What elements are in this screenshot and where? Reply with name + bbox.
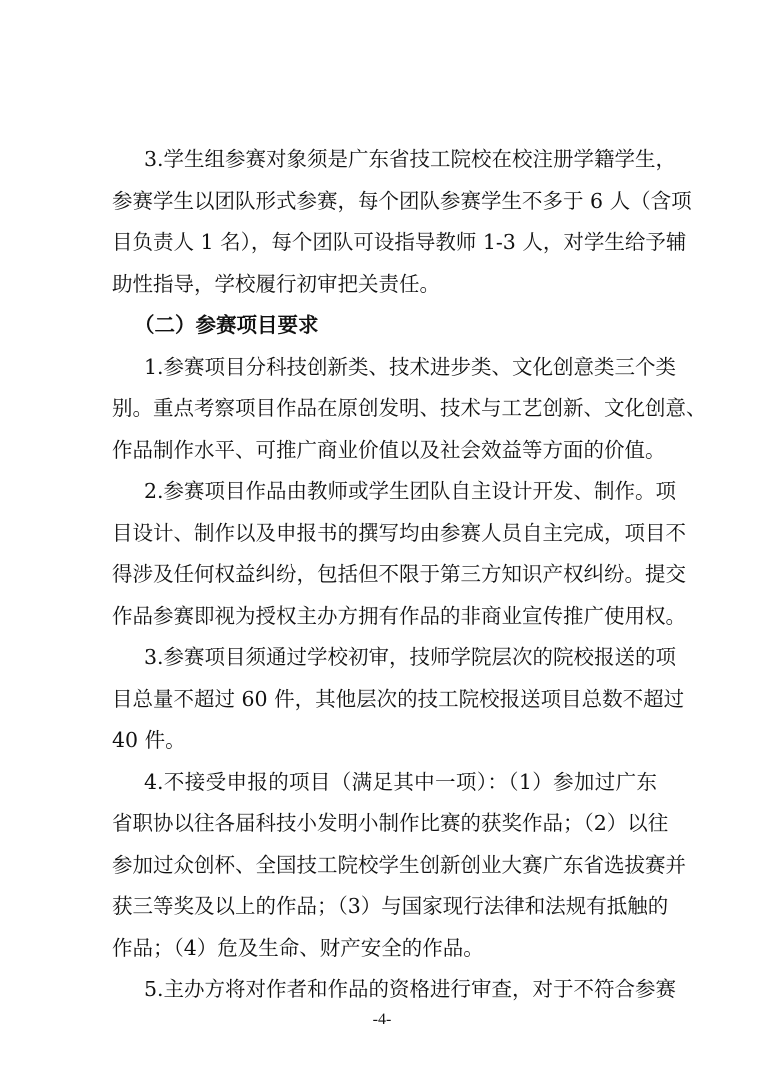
requirement-3-line-2: 目总量不超过 60 件，其他层次的技工院校报送项目总数不超过 xyxy=(112,687,685,711)
requirement-1-line-2: 别。重点考察项目作品在原创发明、技术与工艺创新、文化创意、 xyxy=(112,396,707,420)
requirement-4-line-3: 参加过众创杯、全国技工院校学生创新创业大赛广东省选拔赛并 xyxy=(112,853,686,877)
paragraph-student-line-3: 目负责人 1 名），每个团队可设指导教师 1-3 人，对学生给予辅 xyxy=(112,230,687,254)
requirement-1-line-3: 作品制作水平、可推广商业价值以及社会效益等方面的价值。 xyxy=(112,438,666,462)
section-heading: （二）参赛项目要求 xyxy=(134,313,319,337)
requirement-4-line-4: 获三等奖及以上的作品；（3）与国家现行法律和法规有抵触的 xyxy=(112,894,669,918)
paragraph-student-line-4: 助性指导，学校履行初审把关责任。 xyxy=(112,272,440,296)
page-number: -4- xyxy=(372,1011,392,1028)
requirement-4-line-5: 作品；（4）危及生命、财产安全的作品。 xyxy=(112,936,484,960)
requirement-3-line-1: 3.参赛项目须通过学校初审，技师学院层次的院校报送的项 xyxy=(144,645,677,669)
requirement-2-line-1: 2.参赛项目作品由教师或学生团队自主设计开发、制作。项 xyxy=(144,479,677,503)
requirement-1-line-1: 1.参赛项目分科技创新类、技术进步类、文化创意类三个类 xyxy=(144,355,677,379)
requirement-4-line-2: 省职协以往各届科技小发明小制作比赛的获奖作品；（2）以往 xyxy=(112,811,669,835)
requirement-3-line-3: 40 件。 xyxy=(112,728,186,752)
requirement-4-line-1: 4.不接受申报的项目（满足其中一项）：（1）参加过广东 xyxy=(144,770,657,794)
paragraph-student-line-2: 参赛学生以团队形式参赛，每个团队参赛学生不多于 6 人（含项 xyxy=(112,189,692,213)
requirement-2-line-3: 得涉及任何权益纠纷，包括但不限于第三方知识产权纠纷。提交 xyxy=(112,562,686,586)
requirement-2-line-2: 目设计、制作以及申报书的撰写均由参赛人员自主完成，项目不 xyxy=(112,521,686,545)
requirement-5-line-1: 5.主办方将对作者和作品的资格进行审查，对于不符合参赛 xyxy=(144,977,677,1001)
paragraph-student-line-1: 3.学生组参赛对象须是广东省技工院校在校注册学籍学生， xyxy=(144,147,677,171)
requirement-2-line-4: 作品参赛即视为授权主办方拥有作品的非商业宣传推广使用权。 xyxy=(112,604,686,628)
